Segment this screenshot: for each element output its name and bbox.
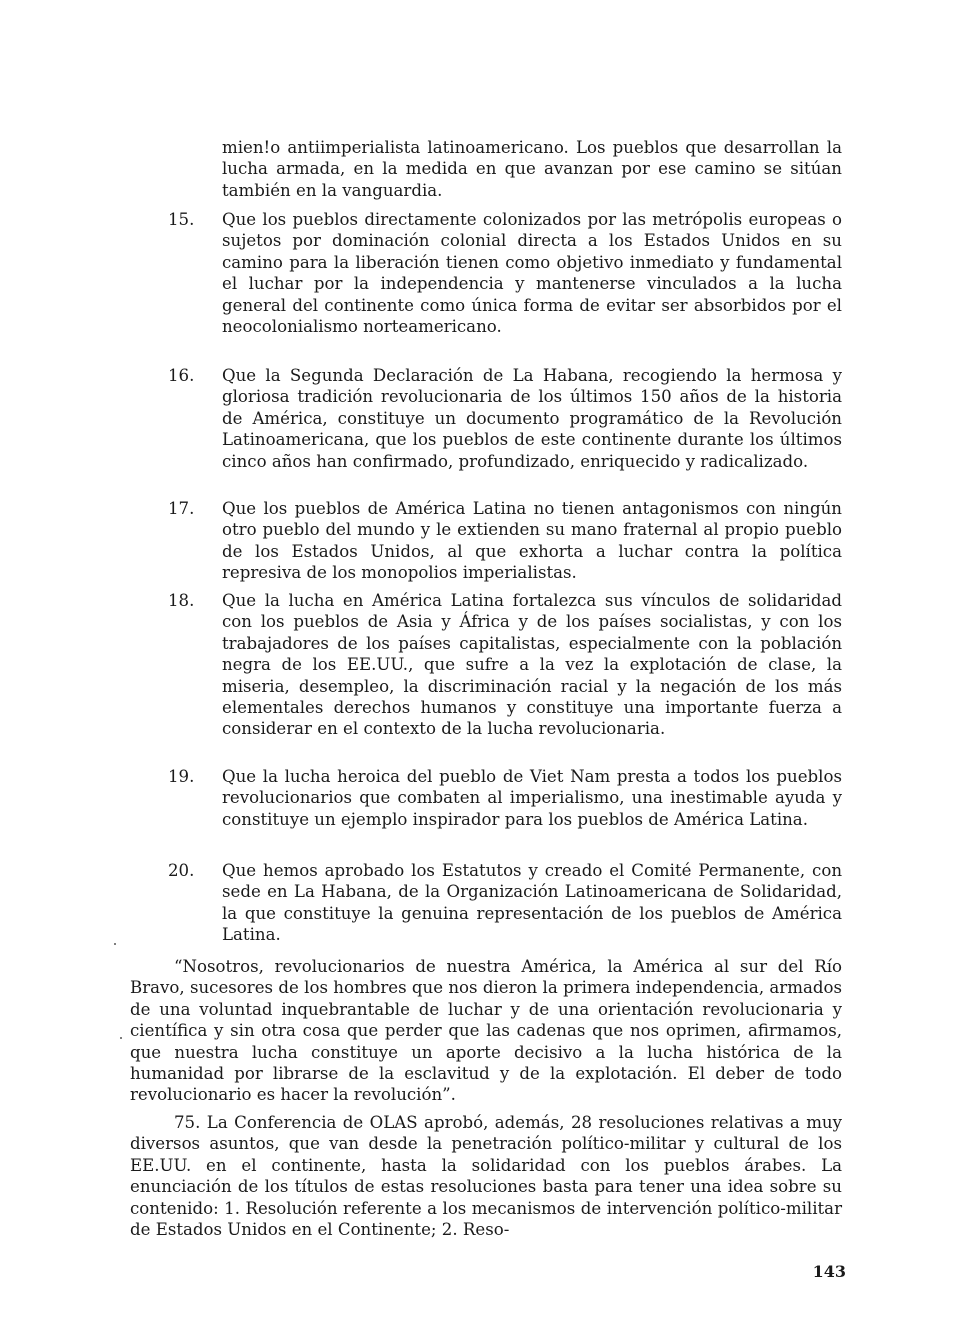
paragraph-75: 75. La Conferencia de OLAS aprobó, además, 28 resoluciones relativas a muy diversos asuntos, que van desde la penetración político-militar y cultural de los EE.UU. en el continente, hasta la solidaridad con los pueblos árabes. La enunciación de los títulos de estas resoluciones basta para tener una idea sobre su contenido: 1. Resolución referente a los mecanismos de intervención político-militar de Estados Unidos en el Continente; 2. Reso- xyxy=(130,1113,842,1240)
item-text: Que los pueblos directamente colonizados por las metrópolis europeas o sujetos por dominación colonial directa a los Estados Unidos en su camino para la liberación tienen como objetivo inmediato y fundamental el luchar por la independencia y mantenerse vinculados a la lucha general del continente como única forma de evitar ser absorbidos por el neocolonialismo norteamericano. xyxy=(222,210,842,337)
item-number: 16. xyxy=(168,366,195,385)
item-text: Que la Segunda Declaración de La Habana, recogiendo la hermosa y gloriosa tradición revolucionaria de los últimos 150 años de la historia de América, constituye un documento programático de la Revolución Latinoamericana, que los pueblos de este continente durante los últimos cinco años han confirmado, profundizado, enriquecido y radicalizado. xyxy=(222,366,842,471)
continuation-paragraph: mien!o antiimperialista latinoamericano. Los pueblos que desarrollan la lucha armada, en la medida en que avanzan por ese camino se sitúan también en la vanguardia. xyxy=(222,138,842,200)
quotation-paragraph: “Nosotros, revolucionarios de nuestra América, la América al sur del Río Bravo, sucesores de los hombres que nos dieron la primera independencia, armados de una voluntad inquebrantable de luchar y de una orientación revolucionaria y científica y sin otra cosa que perder que las cadenas que nos oprimen, afirmamos, que nuestra lucha constituye un aporte decisivo a la lucha histórica de la humanidad por librarse de la esclavitud y de la explotación. El deber de todo revolucionario es hacer la revolución”. xyxy=(130,957,842,1105)
page-number: 143 xyxy=(812,1262,846,1281)
item-number: 20. xyxy=(168,861,195,880)
item-text: Que la lucha en América Latina fortalezca sus vínculos de solidaridad con los pueblos de Asia y África y de los países socialistas, y con los trabajadores de los países capitalistas, especialmente con la población negra de los EE.UU., que sufre a la vez la explotación de clase, la miseria, desempleo, la discriminación racial y la negación de los más elementales derechos humanos y constituye una importante fuerza a considerar en el contexto de la lucha revolucionaria. xyxy=(222,591,842,739)
item-number: 19. xyxy=(168,767,195,786)
item-number: 17. xyxy=(168,499,195,518)
item-text: Que hemos aprobado los Estatutos y creado el Comité Permanente, con sede en La Habana, de la Organización Latinoamericana de Solidaridad, la que constituye la genuina representación de los pueblos de América Latina. xyxy=(222,861,842,945)
scan-speck xyxy=(114,943,116,945)
item-text: Que los pueblos de América Latina no tienen antagonismos con ningún otro pueblo del mundo y le extienden su mano fraternal al propio pueblo de los Estados Unidos, al que exhorta a luchar contra la política represiva de los monopolios imperialistas. xyxy=(222,499,842,583)
item-number: 15. xyxy=(168,210,195,229)
scan-speck xyxy=(120,1037,122,1039)
item-number: 18. xyxy=(168,591,195,610)
item-text: Que la lucha heroica del pueblo de Viet Nam presta a todos los pueblos revolucionarios que combaten al imperialismo, una inestimable ayuda y constituye un ejemplo inspirador para los pueblos de América Latina. xyxy=(222,767,842,829)
